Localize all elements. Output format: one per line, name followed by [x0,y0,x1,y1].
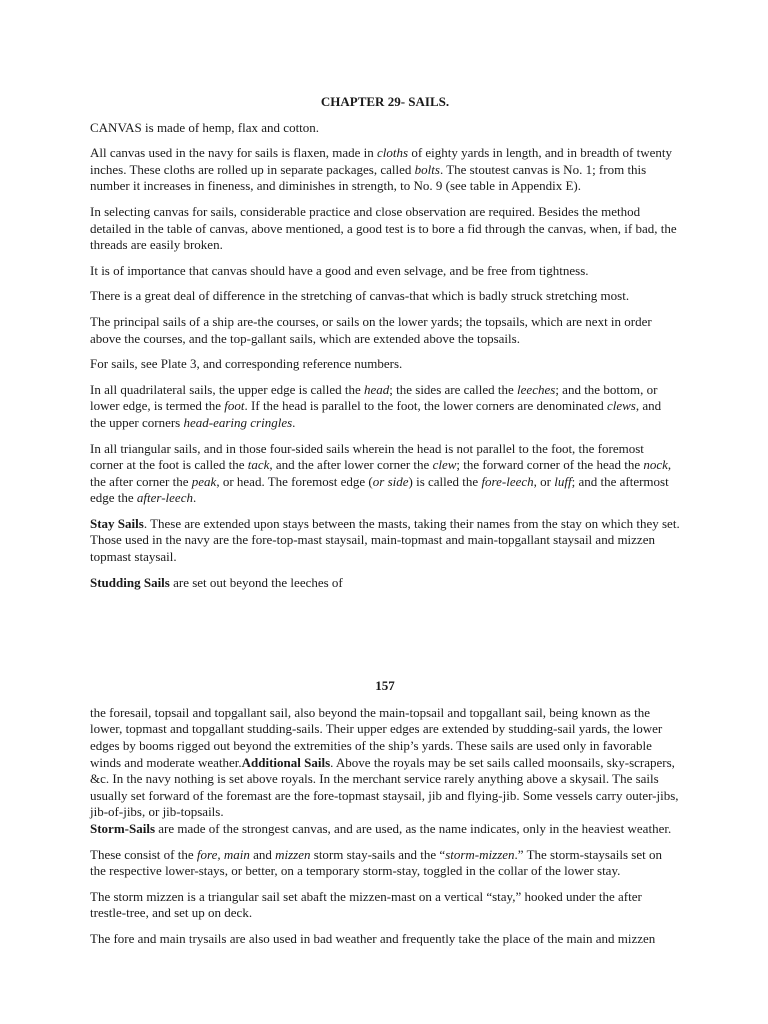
text-run: . Above the royals may be set sails called moonsails, sky-scrapers, &c. In the navy nothing is set above royals. In the merchant service rarely anything above a skysail. The sails usually set forward of the foremast are the fore-topmast staysail, jib and flying-jib. Some vessels carry outer-jibs, jib-of-jibs, or jib-topsails. [90,754,679,820]
text-run: , and the upper corners [90,398,662,430]
paragraph-plate-reference: For sails, see Plate 3, and corresponding reference numbers. [90,356,403,372]
paragraph-storm-mizzen: The storm mizzen is a triangular sail set abaft the mizzen-mast on a vertical “stay,” hooked under the after trestle-tree, and set up on deck. [90,888,642,921]
paragraph-storm-staysails [90,847,680,880]
text-run: These consist of the [90,846,197,862]
document-page [90,94,680,957]
italic-term-foot: foot [224,398,245,414]
paragraph-studding-continued [90,705,680,821]
paragraph-navy-canvas [90,145,680,195]
paragraph-quadrilateral-sails [90,382,680,432]
text-run: All canvas used in the navy for sails is flaxen, made in [90,145,378,161]
text-run: and [249,846,276,862]
paragraph-selecting-canvas: In selecting canvas for sails, considerable practice and close observation are required. Besides the method detailed in the table of canvas, above mentioned, a good test is to bore a fid through the canvas, when, if bad, the threads are easily broken. [90,203,677,253]
text-run: the foresail, topsail and topgallant sail, also beyond the main-topsail and topgallant sail, being known as the lower, topmast and topgallant studding-sails. Their upper edges are extended by studding-sail yards, the lower edges by booms rigged out beyond the extremities of the ship’s yards. These sails are used only in favorable winds and moderate weather. [90,704,663,770]
italic-term-luff: luff [554,473,572,489]
text-run: ; and the aftermost edge the [90,473,669,506]
page-break-gap [90,600,680,678]
text-run: . The stoutest canvas is No. 1; from this number it increases in fineness, and diminishes in strength, to No. 9 (see table in Appendix E). [90,161,647,194]
italic-term-mizzen: mizzen [275,846,311,862]
italic-term-clew: clew [432,457,457,473]
text-run: , the after corner the [90,457,672,489]
bold-term-studding-sails: Studding Sails [90,574,170,590]
italic-term-peak: peak [191,473,217,489]
italic-term-fore-main: fore, main [196,846,250,862]
italic-term-after-leech: after-leech [136,490,193,506]
bold-term-stay-sails: Stay Sails [90,515,144,531]
text-run: are set out beyond the leeches of [169,574,343,590]
text-run: of eighty yards in length, and in breadth of twenty inches. These cloths are rolled up in separate packages, called [90,145,672,177]
text-run: .” The storm-staysails set on the respective lower-stays, or better, on a temporary storm-stay, toggled in the collar of the lower stay. [90,846,662,879]
text-run: . If the head is parallel to the foot, the lower corners are denominated [244,398,607,414]
italic-term-storm-mizzen: storm-mizzen [445,846,515,862]
text-run: , or [533,473,555,489]
paragraph-canvas: CANVAS is made of hemp, flax and cotton. [90,119,320,135]
bold-term-additional-sails: Additional Sails [241,754,331,770]
bold-term-storm-sails: Storm-Sails [90,821,155,836]
paragraph-storm-sails [90,821,680,838]
text-run: storm stay-sails and the “ [310,846,446,862]
text-run: ; and the bottom, or lower edge, is termed the [90,381,658,414]
paragraph-trysails: The fore and main trysails are also used in bad weather and frequently take the place of the main and mizzen [90,930,656,946]
italic-term-head: head [363,381,390,397]
italic-term-or-side: or side [372,473,409,489]
italic-term-nock: nock [643,457,668,473]
paragraph-stretching: There is a great deal of difference in the stretching of canvas-that which is badly struck stretching most. [90,288,630,304]
text-run: . [292,414,296,430]
text-run: , or head. The foremost edge ( [216,473,373,489]
text-run: , and the after lower corner the [269,457,433,473]
text-run: . These are extended upon stays between the masts, taking their names from the stay on which they set. Those used in the navy are the fore-top-mast staysail, main-topmast and main-topgallant staysail and mizzen topmast staysail. [90,515,680,565]
paragraph-selvage: It is of importance that canvas should have a good and even selvage, and be free from tightness. [90,262,589,278]
paragraph-studding-sails [90,575,680,592]
italic-term-leeches: leeches [517,381,556,397]
text-run: ) is called the [408,473,482,489]
text-run: are made of the strongest canvas, and are used, as the name indicates, only in the heaviest weather. [155,821,672,836]
paragraph-triangular-sails [90,441,680,507]
italic-term-tack: tack [247,457,270,473]
text-run: . [192,490,197,506]
text-run: In all triangular sails, and in those four-sided sails wherein the head is not parallel to the foot, the foremost corner at the foot is called the [90,440,644,473]
text-run: ; the sides are called the [389,381,518,397]
text-run: ; the forward corner of the head the [456,457,644,473]
chapter-title: CHAPTER 29- SAILS. [320,94,450,109]
text-run: In all quadrilateral sails, the upper edge is called the [90,381,364,397]
italic-term-fore-leech: fore-leech [481,473,534,489]
italic-term-head-earing-cringles: head-earing cringles [183,414,293,430]
page-number: 157 [375,678,395,694]
italic-term-bolts: bolts [414,161,440,177]
italic-term-cloths: cloths [377,145,409,161]
italic-term-clews: clews [606,398,636,414]
paragraph-stay-sails [90,516,680,566]
paragraph-principal-sails: The principal sails of a ship are-the courses, or sails on the lower yards; the topsails, which are next in order above the courses, and the top-gallant sails, which are extended above the topsails. [90,313,652,346]
